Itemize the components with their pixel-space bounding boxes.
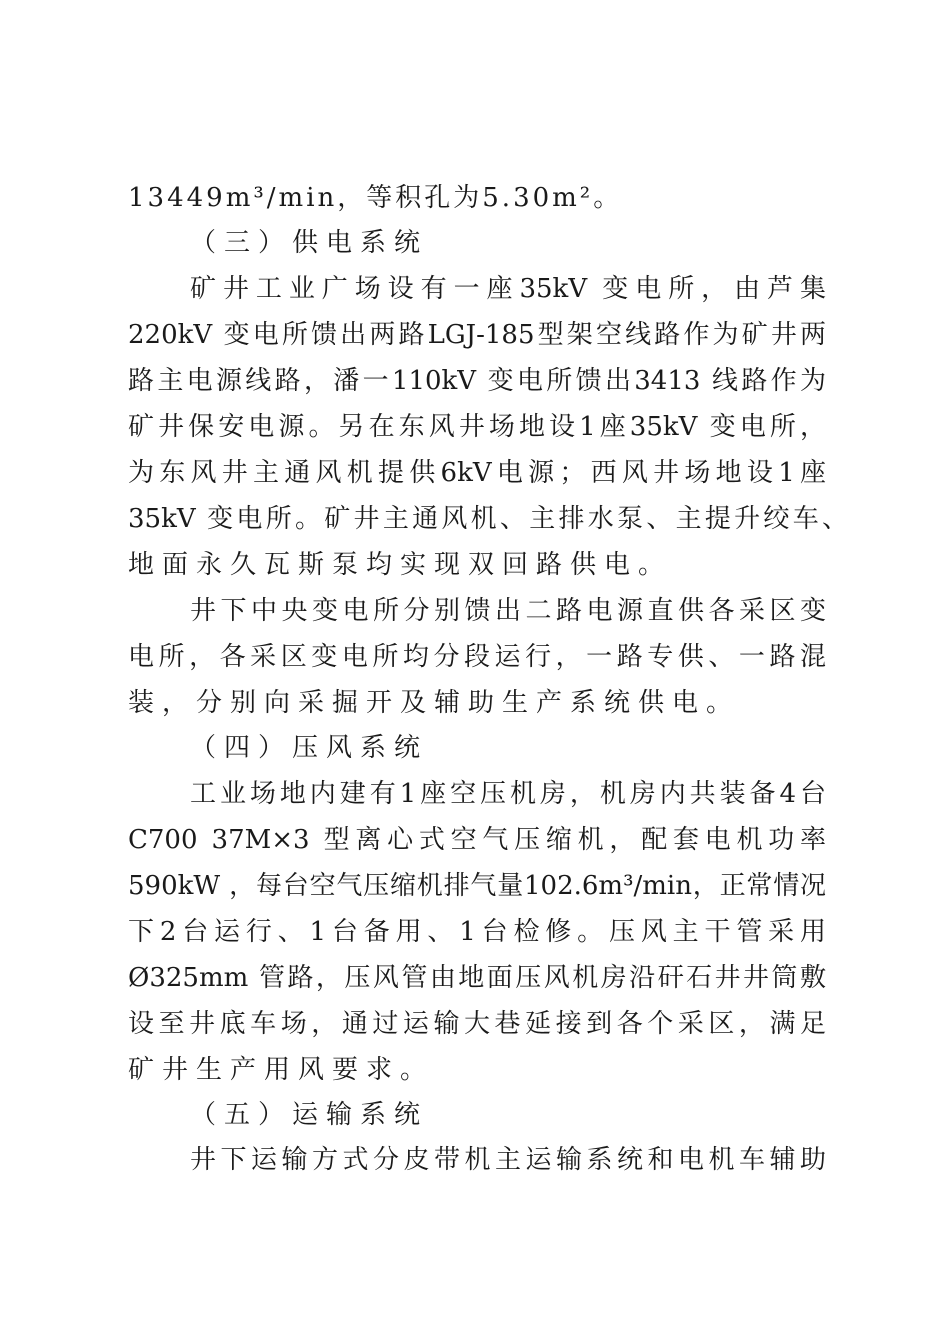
- text-line: 35kV 变电所。矿井主通风机、主排水泵、主提升绞车、: [128, 504, 848, 534]
- text-line: 路主电源线路，潘一110kV 变电所馈出3413 线路作为: [128, 366, 826, 396]
- text-line: 矿井工业广场设有一座35kV 变电所，由芦集: [190, 274, 826, 304]
- text-line: 矿井保安电源。另在东风井场地设1座35kV 变电所，: [128, 412, 826, 442]
- text-line: 为东风井主通风机提供6kV电源；西风井场地设1座: [128, 458, 826, 488]
- section-heading: （四）压风系统: [190, 733, 429, 763]
- text-line: 220kV 变电所馈出两路LGJ-185型架空线路作为矿井两: [128, 320, 826, 350]
- text-line: Ø325mm 管路，压风管由地面压风机房沿矸石井井筒敷: [128, 963, 826, 993]
- text-line: 工业场地内建有1座空压机房，机房内共装备4台: [190, 779, 826, 809]
- section-heading: （三）供电系统: [190, 228, 429, 258]
- text-line: C700 37M×3 型离心式空气压缩机，配套电机功率: [128, 825, 826, 855]
- text-line: 设至井底车场，通过运输大巷延接到各个采区，满足: [128, 1009, 826, 1039]
- text-line: 井下运输方式分皮带机主运输系统和电机车辅助: [190, 1145, 826, 1175]
- text-line: 井下中央变电所分别馈出二路电源直供各采区变: [190, 596, 826, 626]
- text-line: 矿井生产用风要求。: [128, 1055, 435, 1085]
- text-line: 地面永久瓦斯泵均实现双回路供电。: [128, 550, 673, 580]
- text-line: 590kW ，每台空气压缩机排气量102.6m³/min，正常情况: [128, 871, 826, 901]
- section-heading: （五）运输系统: [190, 1100, 429, 1130]
- text-line: 下2台运行、1台备用、1台检修。压风主干管采用: [128, 917, 826, 947]
- text-line: 电所，各采区变电所均分段运行，一路专供、一路混: [128, 642, 826, 672]
- text-line: 装，分别向采掘开及辅助生产系统供电。: [128, 688, 741, 718]
- text-line: 13449m³/min，等积孔为5.30m²。: [128, 183, 623, 213]
